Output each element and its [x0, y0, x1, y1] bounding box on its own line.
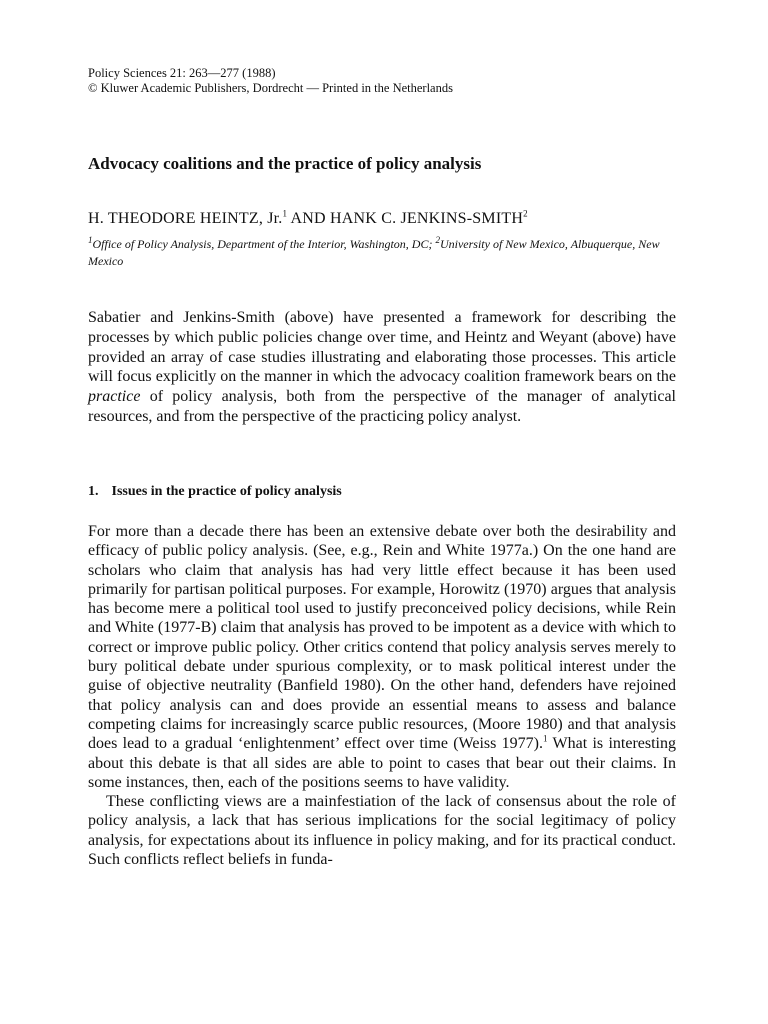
- section-title: Issues in the practice of policy analysis: [111, 484, 342, 499]
- section-number: 1.: [88, 484, 99, 499]
- abstract-paragraph: [88, 308, 676, 427]
- section-heading: [88, 484, 342, 500]
- author-heintz-affiliation-mark: 1: [282, 208, 288, 219]
- author-heintz: H. THEODORE HEINTZ, Jr.: [88, 210, 283, 227]
- publication-header: [88, 66, 453, 96]
- affiliation-mark-1: 1: [88, 235, 93, 245]
- footnote-mark-1: 1: [543, 733, 548, 744]
- journal-citation: Policy Sciences 21: 263—277 (1988): [88, 66, 276, 80]
- abstract-text-start: Sabatier and Jenkins-Smith (above) have presented a framework for describing the processes by which public policies change over time, and Heintz and Weyant (above) have provided an array of case studies illustrating and elaborating those processes. This article will focus explicitly on the manner in which the advocacy coalition framework bears on the: [88, 309, 676, 386]
- abstract-emphasis: practice: [88, 388, 141, 406]
- article-title: Advocacy coalitions and the practice of policy analysis: [88, 154, 482, 173]
- author-connector: AND: [287, 210, 330, 227]
- section-body: [88, 522, 676, 869]
- affiliations: [88, 236, 680, 270]
- body-paragraph-1: [88, 522, 676, 792]
- abstract-text-end: of policy analysis, both from the perspective of the manager of analytical resources, and from the perspective of the practicing policy analyst.: [88, 388, 676, 425]
- author-jenkins-smith-affiliation-mark: 2: [523, 208, 528, 219]
- affiliation-mark-2: 2: [435, 235, 440, 245]
- affiliation-1: Office of Policy Analysis, Department of the Interior, Washington, DC;: [92, 237, 436, 251]
- author-jenkins-smith: HANK C. JENKINS-SMITH: [330, 210, 524, 227]
- author-line: [88, 210, 528, 228]
- paragraph-1-text: For more than a decade there has been an extensive debate over both the desirability and efficacy of public policy analysis. (See, e.g., Rein and White 1977a.) On the one hand are scholars who claim that analysis has had very little effect because it has been used primarily for partisan political purposes. For example, Horowitz (1970) argues that analysis has become mere a political tool used to justify preconceived policy decisions, while Rein and White (1977-B) claim that analysis has proved to be impotent as a device with which to correct or improve public policy. Other critics contend that policy analysis serves merely to bury political debate under spurious complexity, or to mask political interest under the guise of objective neutrality (Banfield 1980). On the other hand, defenders have rejoined that policy analysis can and does provide an essential means to assess and balance competing claims for increasingly scarce public resources, (Moore 1980) and that analysis does lead to a gradual ‘enlightenment’ effect over time (Weiss 1977).: [88, 523, 676, 753]
- paragraph-1-text-continued: What is interesting about this debate is that all sides are able to point to cases that bear out their claims. In some instances, then, each of the positions seems to have validity.: [88, 735, 676, 791]
- body-paragraph-2: These conflicting views are a mainfestiation of the lack of consensus about the role of policy analysis, a lack that has serious implications for the social legitimacy of policy analysis, for expectations about its influence in policy making, and for its practical conduct. Such conflicts reflect beliefs in funda-: [88, 793, 676, 869]
- publisher-notice: © Kluwer Academic Publishers, Dordrecht — Printed in the Netherlands: [88, 81, 453, 95]
- affiliation-2: University of New Mexico, Albuquerque, New Mexico: [88, 237, 660, 268]
